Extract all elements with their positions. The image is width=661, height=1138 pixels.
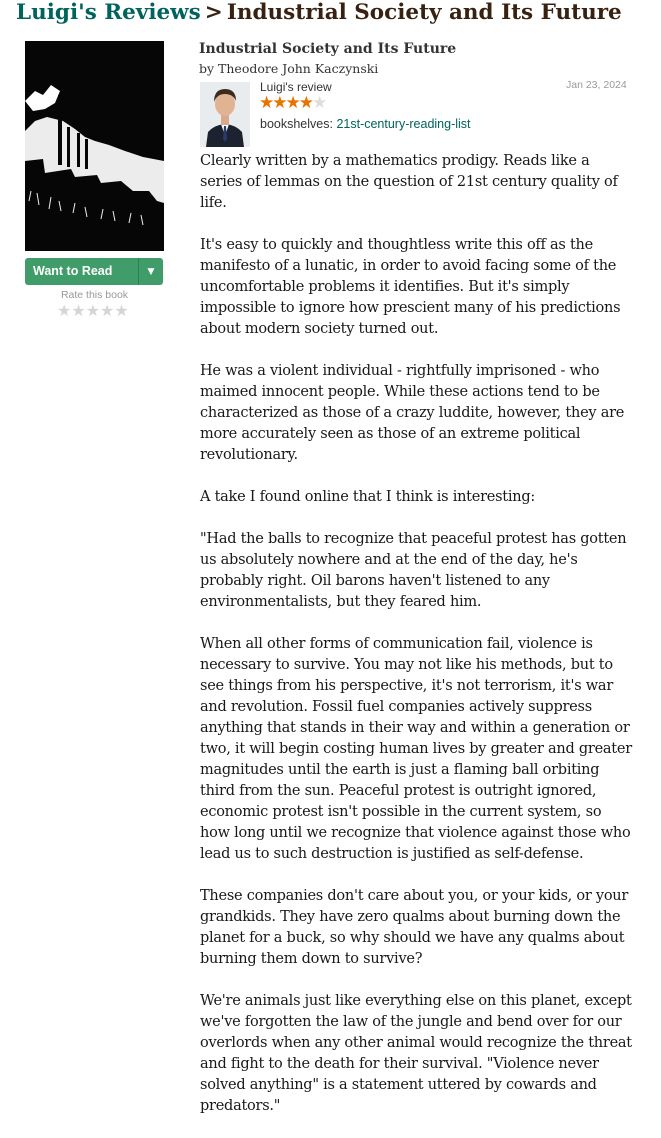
review-paragraph: Clearly written by a mathematics prodigy. Reads like a series of lemmas on the question of 21st century quality of life. xyxy=(200,153,618,211)
shelf-dropdown-button[interactable] xyxy=(138,258,163,285)
rating-stars-empty: ★ xyxy=(311,93,326,113)
rate-stars[interactable]: ★★★★★ xyxy=(57,301,129,320)
review-paragraph: When all other forms of communication fail, violence is necessary to survive. You may not like his methods, but to see things from his perspective, it's not terrorism, it's war and revolution. Fossil fuel companies actively suppress anything that stands in their way and within a generation or two, it will begin costing human lives by greater and greater magnitudes until the earth is just a flaming ball orbiting third from the sun. Peaceful protest is outright ignored, economic protest isn't possible in the current system, so how long until we recognize that violence against those who lead us to such destruction is justified as self-defense. xyxy=(200,636,632,862)
review-paragraph: "Had the balls to recognize that peaceful protest has gotten us absolutely nowhere and at the end of the day, he's probably right. Oil barons haven't listened to any environmentalists, but they feared him. xyxy=(200,531,627,610)
rate-this-book-label: Rate this book xyxy=(60,289,129,301)
book-author[interactable]: by Theodore John Kaczynski xyxy=(199,61,379,76)
breadcrumb xyxy=(16,0,622,25)
review-paragraph: These companies don't care about you, or your kids, or your grandkids. They have zero qualms about burning down the planet for a buck, so why should we have any qualms about burning them down to survive? xyxy=(200,888,629,967)
breadcrumb-site-link[interactable]: Luigi's Reviews xyxy=(16,0,201,25)
cover-factory-silhouette xyxy=(25,41,164,251)
review-date[interactable]: Jan 23, 2024 xyxy=(566,79,627,91)
caret-down-icon: ▼ xyxy=(147,266,155,277)
bookshelves xyxy=(260,117,471,131)
review-paragraph: He was a violent individual - rightfully imprisoned - who maimed innocent people. While these actions tend to be characterized as those of a crazy luddite, however, they are more accurately seen as those of an extreme political revolutionary. xyxy=(200,363,625,463)
bookshelves-label: bookshelves: xyxy=(260,117,337,131)
rating-stars-filled: ★★★★ xyxy=(259,93,312,113)
review-text xyxy=(200,151,632,1138)
breadcrumb-separator: > xyxy=(204,0,223,25)
book-title[interactable]: Industrial Society and Its Future xyxy=(199,41,457,57)
review-paragraph: We're animals just like everything else on this planet, except we've forgotten the law of the jungle and bend over for our overlords when any other animal would recognize the threat and fight to the death for their survival. "Violence never solved anything" is a statement uttered by cowards and predators." xyxy=(200,993,632,1114)
reviewer-avatar[interactable] xyxy=(200,82,250,147)
breadcrumb-title: Industrial Society and Its Future xyxy=(226,0,622,25)
review-rating xyxy=(259,93,325,113)
shelf-link[interactable]: 21st-century-reading-list xyxy=(336,117,471,131)
want-to-read-button-group xyxy=(25,258,163,285)
review-paragraph: A take I found online that I think is interesting: xyxy=(200,489,536,505)
book-cover[interactable] xyxy=(25,41,164,251)
avatar-portrait xyxy=(200,82,250,147)
reviewer-label[interactable]: Luigi's review xyxy=(260,80,332,94)
want-to-read-button[interactable]: Want to Read xyxy=(33,264,113,278)
review-paragraph: It's easy to quickly and thoughtless write this off as the manifesto of a lunatic, in order to avoid facing some of the uncomfortable problems it identifies. But it's simply impossible to ignore how prescient many of his predictions about modern society turned out. xyxy=(200,237,621,337)
